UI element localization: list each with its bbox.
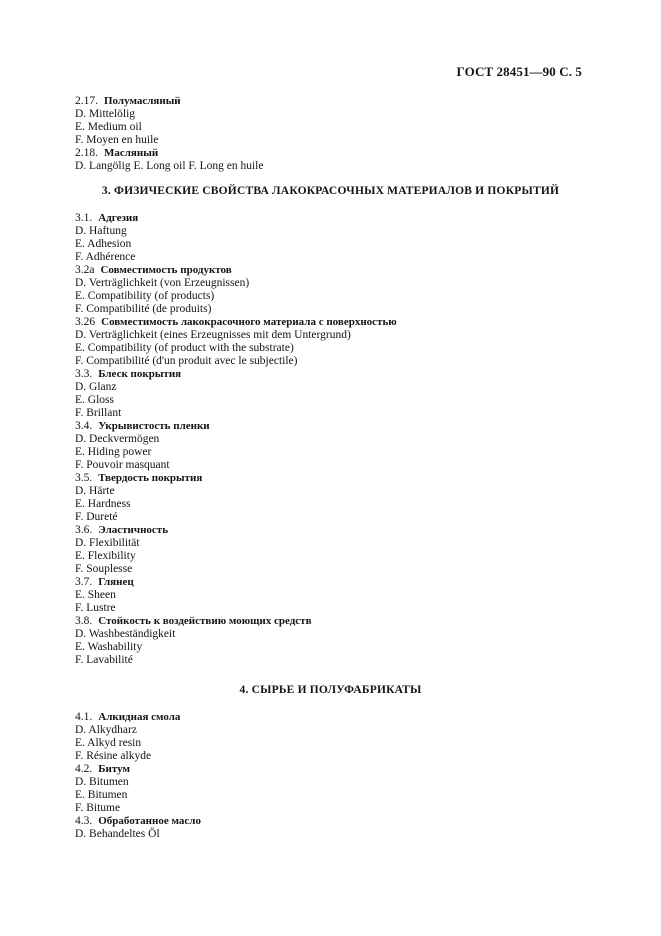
term-translation: E. Alkyd resin <box>75 737 142 749</box>
term-name: Блеск покрытия <box>98 368 182 380</box>
term-translation: D. Härte <box>75 485 115 497</box>
term-number: 3.3. <box>75 368 93 380</box>
term-heading <box>75 420 595 433</box>
term-number: 4.2. <box>75 763 93 775</box>
term-number: 3.1. <box>75 212 93 224</box>
term-translation: E. Medium oil <box>75 121 142 133</box>
term-name: Глянец <box>98 576 134 588</box>
term-translation: D. Behandeltes Öl <box>75 828 160 840</box>
term-name: Алкидная смола <box>98 711 181 723</box>
term-translation: D. Washbeständigkeit <box>75 628 176 640</box>
term-translation: F. Bitume <box>75 802 121 814</box>
term-heading <box>75 815 595 828</box>
term-number: 3.8. <box>75 615 93 627</box>
term-translation: F. Adhérence <box>75 251 136 263</box>
term-translation: F. Lustre <box>75 602 116 614</box>
term-translation: D. Mittelölig <box>75 108 136 120</box>
term-name: Обработанное масло <box>98 815 201 827</box>
term-name: Стойкость к воздействию моющих средств <box>98 615 312 627</box>
term-name: Совместимость продуктов <box>100 264 232 276</box>
term-heading <box>75 95 595 108</box>
term-name: Полумасляный <box>104 95 181 107</box>
term-translation: D. Alkydharz <box>75 724 137 736</box>
term-number: 3.6. <box>75 524 93 536</box>
term-heading <box>75 368 595 381</box>
term-translation: F. Pouvoir masquant <box>75 459 170 471</box>
term-name: Твердость покрытия <box>98 472 203 484</box>
term-number: 3.2а <box>75 264 95 276</box>
term-translation: F. Résine alkyde <box>75 750 152 762</box>
term-translation: D. Verträglichkeit (von Erzeugnissen) <box>75 277 250 289</box>
term-number: 4.3. <box>75 815 93 827</box>
term-number: 3.5. <box>75 472 93 484</box>
term-translation: F. Moyen en huile <box>75 134 159 146</box>
terms-block-4 <box>75 711 595 841</box>
term-translation: E. Compatibility (of products) <box>75 290 215 302</box>
term-translation: E. Hiding power <box>75 446 152 458</box>
term-translation: F. Dureté <box>75 511 118 523</box>
term-translation: E. Gloss <box>75 394 114 406</box>
term-translation: E. Compatibility (of product with the substrate) <box>75 342 294 354</box>
term-name: Масляный <box>104 147 159 159</box>
terms-block-2 <box>75 95 595 173</box>
term-heading <box>75 472 595 485</box>
term-translation: E. Flexibility <box>75 550 136 562</box>
term-heading <box>75 147 595 160</box>
term-heading <box>75 316 595 329</box>
term-number: 2.17. <box>75 95 98 107</box>
term-translation: D. Glanz <box>75 381 117 393</box>
section-3-title: 3. ФИЗИЧЕСКИЕ СВОЙСТВА ЛАКОКРАСОЧНЫХ МАТЕРИАЛОВ И ПОКРЫТИЙ <box>101 185 560 197</box>
term-translation: D. Flexibilität <box>75 537 140 549</box>
term-translation: F. Souplesse <box>75 563 133 575</box>
term-translation: E. Bitumen <box>75 789 128 801</box>
term-name: Совместимость лакокрасочного материала с поверхностью <box>101 316 397 328</box>
term-name: Укрывистость пленки <box>98 420 210 432</box>
term-name: Битум <box>98 763 130 775</box>
term-translation: D. Haftung <box>75 225 127 237</box>
term-translation: D. Verträglichkeit (eines Erzeugnisses mit dem Untergrund) <box>75 329 351 341</box>
term-number: 3.7. <box>75 576 93 588</box>
term-heading <box>75 212 595 225</box>
term-translation: F. Brillant <box>75 407 122 419</box>
term-number: 3.26 <box>75 316 96 328</box>
term-number: 4.1. <box>75 711 93 723</box>
page-header: ГОСТ 28451—90 С. 5 <box>456 64 582 79</box>
section-4-title: 4. СЫРЬЕ И ПОЛУФАБРИКАТЫ <box>239 684 422 696</box>
term-translation: E. Hardness <box>75 498 131 510</box>
term-name: Эластичность <box>98 524 169 536</box>
term-number: 3.4. <box>75 420 93 432</box>
term-translation: F. Lavabilité <box>75 654 133 666</box>
term-translation: E. Washability <box>75 641 143 653</box>
term-name: Адгезия <box>98 212 139 224</box>
term-heading <box>75 763 595 776</box>
term-translation: D. Deckvermögen <box>75 433 160 445</box>
term-translation: E. Adhesion <box>75 238 132 250</box>
term-heading <box>75 615 595 628</box>
term-heading <box>75 524 595 537</box>
terms-block-3 <box>75 212 595 667</box>
term-number: 2.18. <box>75 147 98 159</box>
term-heading <box>75 576 595 589</box>
term-translation: D. Langölig E. Long oil F. Long en huile <box>75 160 264 172</box>
term-translation: F. Compatibilité (de produits) <box>75 303 212 315</box>
term-heading <box>75 264 595 277</box>
term-translation: F. Compatibilité (d'un produit avec le subjectile) <box>75 355 298 367</box>
term-translation: D. Bitumen <box>75 776 129 788</box>
term-translation: E. Sheen <box>75 589 116 601</box>
term-heading <box>75 711 595 724</box>
